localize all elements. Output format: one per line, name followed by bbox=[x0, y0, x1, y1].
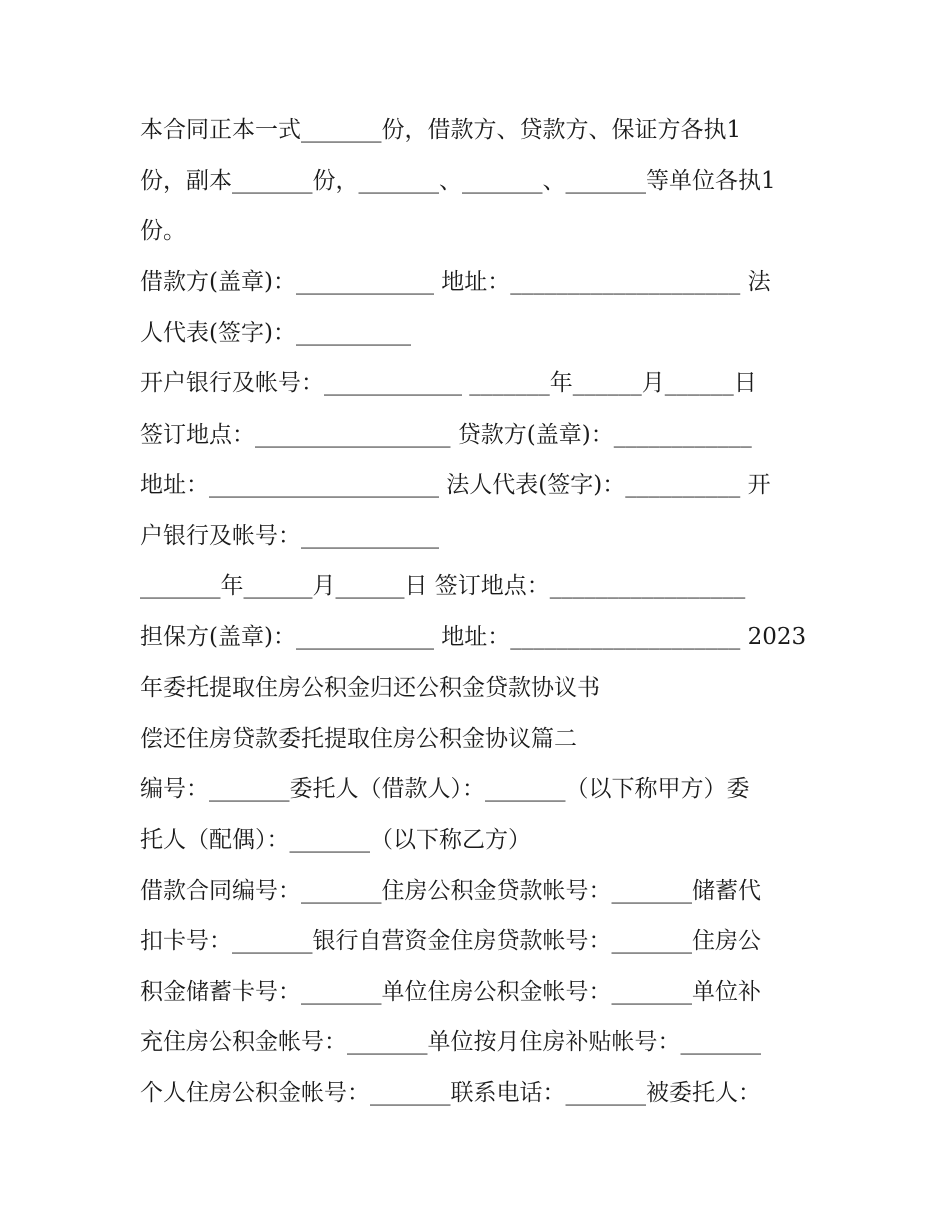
text-line: 签订地点：_________________ 贷款方(盖章)：____________ bbox=[140, 422, 752, 448]
text-line: 编号：_______委托人（借款人）：_______（以下称甲方）委 bbox=[140, 776, 750, 802]
text-line: 偿还住房贷款委托提取住房公积金协议篇二 bbox=[140, 726, 577, 752]
text-line: 本合同正本一式_______份，借款方、贷款方、保证方各执1 bbox=[140, 117, 742, 143]
text-line: 借款合同编号：_______住房公积金贷款帐号：_______储蓄代 bbox=[140, 878, 761, 904]
text-line: 份。 bbox=[140, 218, 186, 244]
text-line: 扣卡号：_______银行自营资金住房贷款帐号：_______住房公 bbox=[140, 928, 761, 954]
text-line: 户银行及帐号：____________ bbox=[140, 523, 439, 549]
text-line: 年委托提取住房公积金归还公积金贷款协议书 bbox=[140, 675, 600, 701]
text-line: 份，副本_______份，_______、_______、_______等单位各执1 bbox=[140, 168, 776, 194]
text-line: 地址：____________________ 法人代表(签字)：__________ 开 bbox=[140, 472, 771, 498]
text-line: 借款方(盖章)：____________ 地址：____________________ 法 bbox=[140, 269, 771, 295]
text-line: 人代表(签字)：__________ bbox=[140, 320, 411, 346]
text-line: 个人住房公积金帐号：_______联系电话：_______被委托人： bbox=[140, 1080, 761, 1106]
text-line: _______年______月______日 签订地点：_________________ bbox=[140, 573, 746, 599]
text-line: 积金储蓄卡号：_______单位住房公积金帐号：_______单位补 bbox=[140, 979, 761, 1005]
text-line: 开户银行及帐号：____________ _______年______月______日 bbox=[140, 370, 757, 396]
text-line: 充住房公积金帐号：_______单位按月住房补贴帐号：_______ bbox=[140, 1029, 761, 1055]
text-line: 托人（配偶）：_______（以下称乙方） bbox=[140, 827, 531, 853]
text-line: 担保方(盖章)：____________ 地址：____________________ 2023 bbox=[140, 624, 807, 650]
